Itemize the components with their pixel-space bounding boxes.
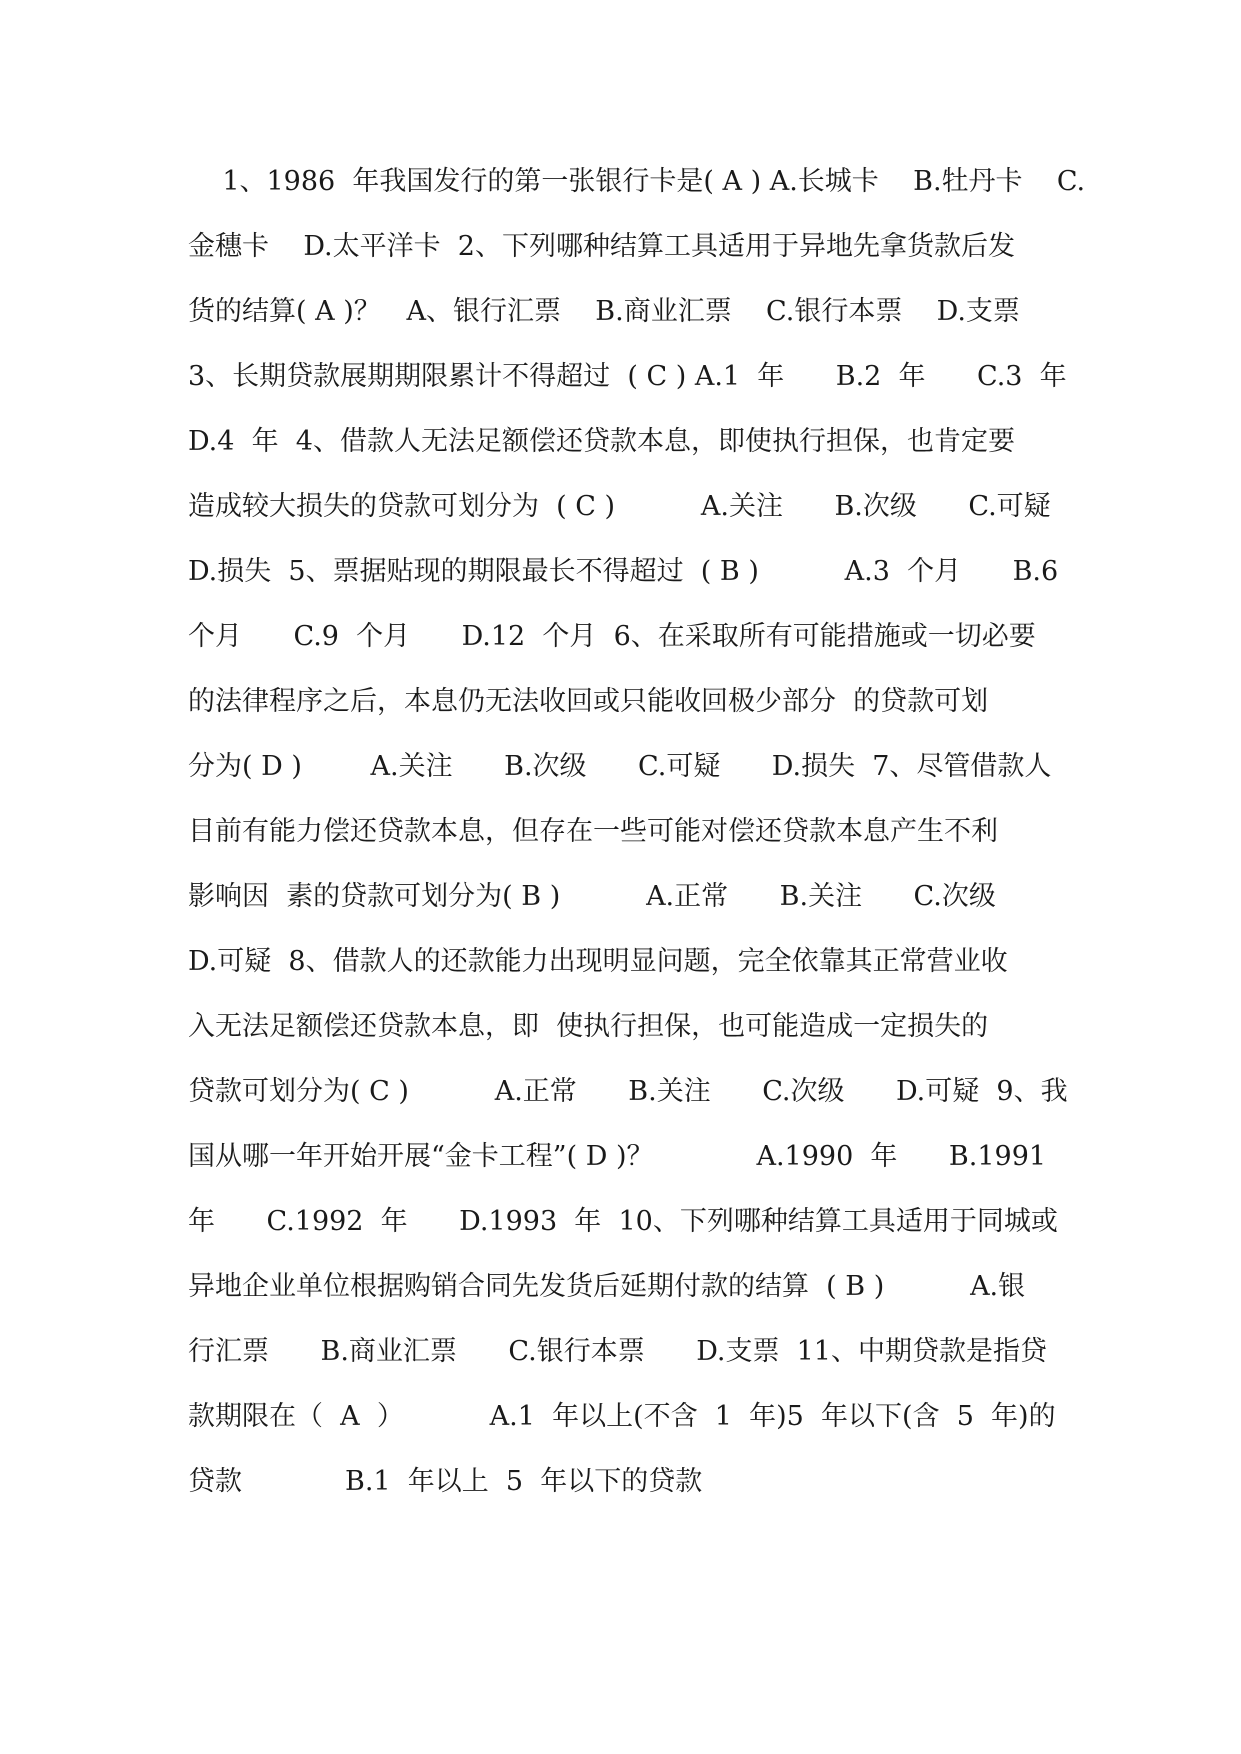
text-line: 3、长期贷款展期期限累计不得超过 ( C ) A.1 年 B.2 年 C.3 年 [188, 361, 1067, 392]
text-line: 贷款可划分为( C ) A.正常 B.关注 C.次级 D.可疑 9、我 [188, 1076, 1068, 1107]
text-line: 国从哪一年开始开展“金卡工程”( D )？ A.1990 年 B.1991 [188, 1141, 1047, 1172]
question-text [188, 160, 1093, 1525]
text-line: 入无法足额偿还贷款本息，即 使执行担保，也可能造成一定损失的 [188, 1011, 989, 1042]
text-line: 分为( D ) A.关注 B.次级 C.可疑 D.损失 7、尽管借款人 [188, 751, 1052, 782]
text-line: 金穗卡 D.太平洋卡 2、下列哪种结算工具适用于异地先拿货款后发 [188, 231, 1015, 262]
text-line: D.损失 5、票据贴现的期限最长不得超过 ( B ) A.3 个月 B.6 [188, 556, 1059, 587]
text-line: D.4 年 4、借款人无法足额偿还贷款本息，即使执行担保，也肯定要 [188, 426, 1015, 457]
text-line: 造成较大损失的贷款可划分为 ( C ) A.关注 B.次级 C.可疑 [188, 491, 1051, 522]
text-line: 货的结算( A )？ A、银行汇票 B.商业汇票 C.银行本票 D.支票 [188, 296, 1020, 327]
text-line: 款期限在（ A ） A.1 年以上(不含 1 年)5 年以下(含 5 年)的 [188, 1401, 1056, 1432]
text-line: 个月 C.9 个月 D.12 个月 6、在采取所有可能措施或一切必要 [188, 621, 1036, 652]
text-line: 1、1986 年我国发行的第一张银行卡是( A ) A.长城卡 B.牡丹卡 C. [188, 166, 1086, 197]
text-line: 行汇票 B.商业汇票 C.银行本票 D.支票 11、中期贷款是指贷 [188, 1336, 1047, 1367]
text-line: 年 C.1992 年 D.1993 年 10、下列哪种结算工具适用于同城或 [188, 1206, 1058, 1237]
text-line: 的法律程序之后，本息仍无法收回或只能收回极少部分 的贷款可划 [188, 686, 989, 717]
text-line: 影响因 素的贷款可划分为( B ) A.正常 B.关注 C.次级 [188, 881, 996, 912]
text-line: D.可疑 8、借款人的还款能力出现明显问题，完全依靠其正常营业收 [188, 946, 1008, 977]
text-line: 贷款 B.1 年以上 5 年以下的贷款 [188, 1466, 703, 1497]
text-line: 目前有能力偿还贷款本息，但存在一些可能对偿还贷款本息产生不利 [188, 816, 998, 847]
text-line: 异地企业单位根据购销合同先发货后延期付款的结算 ( B ) A.银 [188, 1271, 1026, 1302]
